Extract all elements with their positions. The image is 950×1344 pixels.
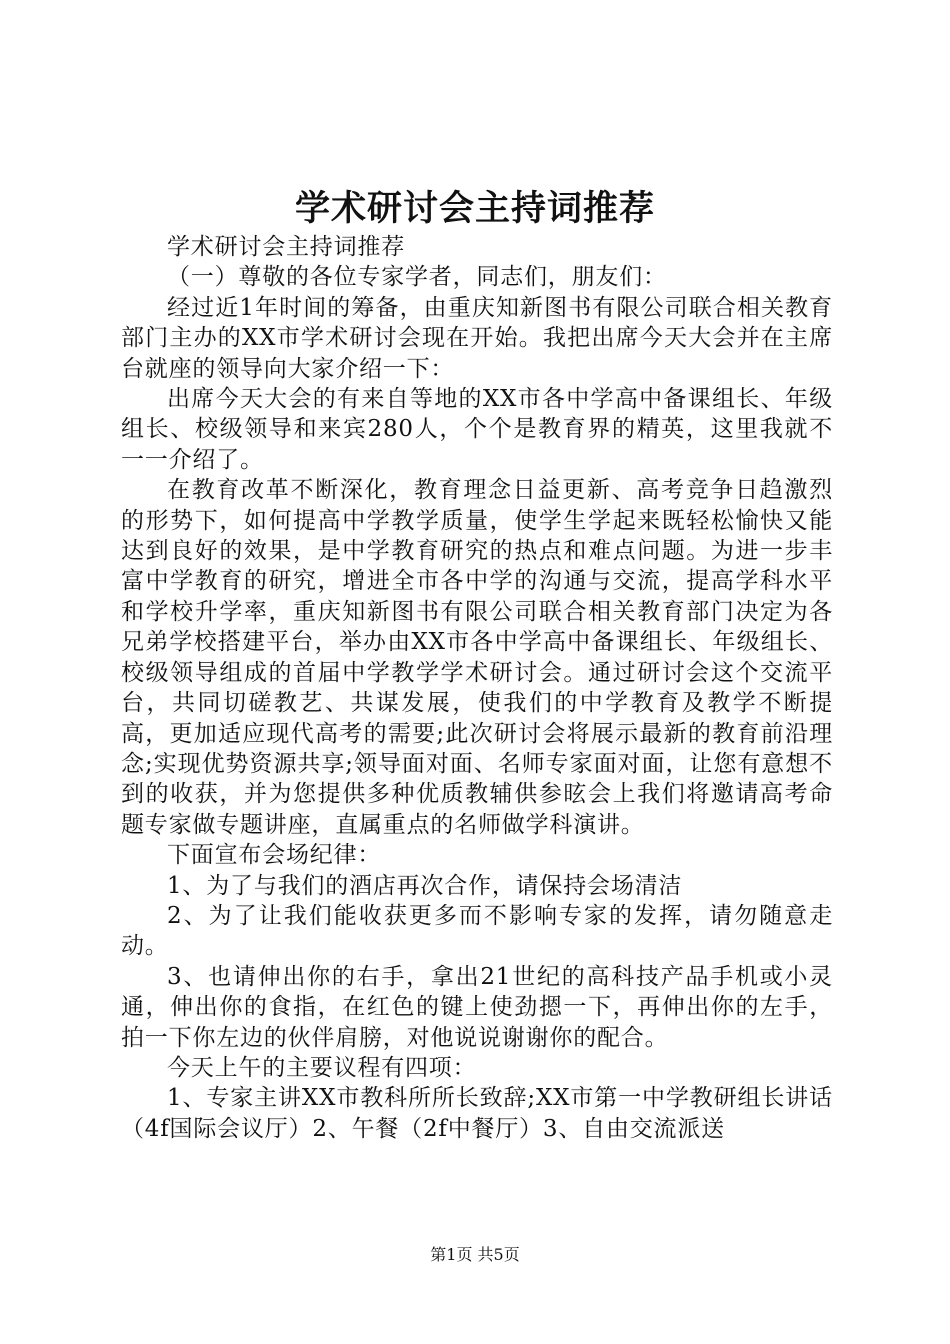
document-body bbox=[121, 232, 833, 1144]
paragraph-rule-1: 1、为了与我们的酒店再次合作，请保持会场清洁 bbox=[167, 872, 683, 899]
paragraph-attendees: 出席今天大会的有来自等地的XX市各中学高中备课组长、年级组长、校级领导和来宾280人，个个是教育界的精英，这里我就不一一介绍了。 bbox=[121, 386, 833, 473]
paragraph-rule-2: 2、为了让我们能收获更多而不影响专家的发挥，请勿随意走动。 bbox=[121, 902, 833, 960]
paragraph-subtitle: 学术研讨会主持词推荐 bbox=[167, 234, 405, 260]
paragraph-agenda-heading: 今天上午的主要议程有四项： bbox=[167, 1054, 477, 1081]
page-footer: 第1页 共5页 bbox=[430, 1245, 520, 1264]
paragraph-opening: 经过近1年时间的筹备，由重庆知新图书有限公司联合相关教育部门主办的XX市学术研讨会现在开始。我把出席今天大会并在主席台就座的领导向大家介绍一下： bbox=[121, 294, 833, 382]
paragraph-rule-3: 3、也请伸出你的右手，拿出21世纪的高科技产品手机或小灵通，伸出你的食指，在红色的键上使劲摁一下，再伸出你的左手，拍一下你左边的伙伴肩膀，对他说说谢谢你的配合。 bbox=[121, 963, 833, 1051]
paragraph-background: 在教育改革不断深化，教育理念日益更新、高考竞争日趋激烈的形势下，如何提高中学教学质量，使学生学起来既轻松愉快又能达到良好的效果，是中学教育研究的热点和难点问题。为进一步丰富中学教育的研究，增进全市各中学的沟通与交流，提高学科水平和学校升学率，重庆知新图书有限公司联合相关教育部门决定为各兄弟学校搭建平台，举办由XX市各中学高中备课组长、年级组长、校级领导组成的首届中学教学学术研讨会。通过研讨会这个交流平台，共同切磋教艺、共谋发展，使我们的中学教育及教学不断提高，更加适应现代高考的需要;此次研讨会将展示最新的教育前沿理念;实现优势资源共享;领导面对面、名师专家面对面，让您有意想不到的收获，并为您提供多种优质教辅供参昡会上我们将邀请高考命题专家做专题讲座，直属重点的名师做学科演讲。 bbox=[121, 477, 833, 838]
paragraph-greeting: （一）尊敬的各位专家学者，同志们，朋友们： bbox=[167, 264, 667, 291]
paragraph-discipline-heading: 下面宣布会场纪律： bbox=[167, 842, 382, 869]
document-title: 学术研讨会主持词推荐 bbox=[294, 188, 655, 229]
paragraph-agenda-items: 1、专家主讲XX市教科所所长致辞;XX市第一中学教研组长讲话（4f国际会议厅）2、午餐（2f中餐厅）3、自由交流派送 bbox=[121, 1085, 833, 1142]
